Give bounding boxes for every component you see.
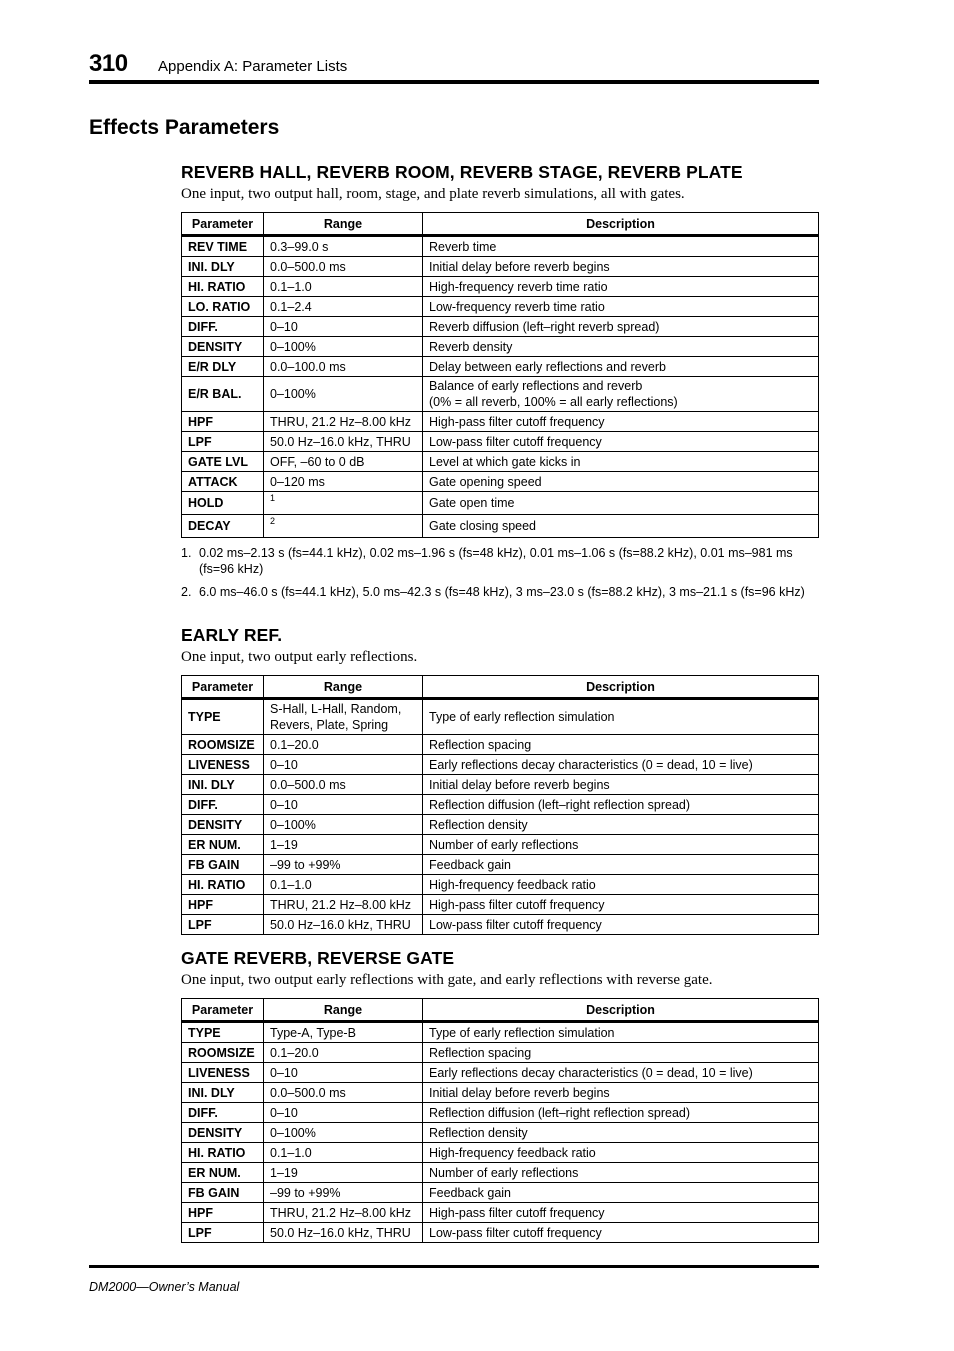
section-title: Effects Parameters <box>89 116 280 139</box>
range-cell <box>264 1063 423 1083</box>
range-cell <box>264 915 423 935</box>
range-cell <box>264 432 423 452</box>
description-text: Gate open time <box>429 496 515 510</box>
parameter-cell: REV TIME <box>182 236 264 257</box>
range-cell <box>264 1163 423 1183</box>
parameter-cell: E/R BAL. <box>182 377 264 412</box>
parameter-cell: HPF <box>182 895 264 915</box>
parameter-cell: INI. DLY <box>182 257 264 277</box>
description-text: Initial delay before reverb begins <box>429 259 610 274</box>
description-cell <box>423 1123 819 1143</box>
range-cell <box>264 377 423 412</box>
footnote <box>181 584 818 600</box>
table-row <box>182 699 819 735</box>
description-text: Reflection spacing <box>429 1045 532 1060</box>
table-row <box>182 1083 819 1103</box>
range-text: 0–10 <box>270 1065 298 1080</box>
description-cell <box>423 257 819 277</box>
col-header-description: Description <box>423 999 819 1022</box>
table-row <box>182 1022 819 1043</box>
parameter-cell: HPF <box>182 1203 264 1223</box>
reverb-intro: One input, two output hall, room, stage, and plate reverb simulations, all with gates. <box>181 186 685 202</box>
description-cell <box>423 1183 819 1203</box>
parameter-cell: LPF <box>182 915 264 935</box>
range-cell <box>264 855 423 875</box>
description-text: Type of early reflection simulation <box>429 710 615 724</box>
range-text: 0.3–99.0 s <box>270 239 329 254</box>
description-text: High-pass filter cutoff frequency <box>429 1205 605 1220</box>
description-cell <box>423 699 819 735</box>
parameter-cell: LIVENESS <box>182 1063 264 1083</box>
description-cell <box>423 795 819 815</box>
table-row <box>182 1183 819 1203</box>
parameter-cell: DIFF. <box>182 795 264 815</box>
range-cell <box>264 815 423 835</box>
parameter-cell: DENSITY <box>182 337 264 357</box>
parameter-cell: DIFF. <box>182 1103 264 1123</box>
range-text: 0–100% <box>270 1125 316 1140</box>
description-cell <box>423 1083 819 1103</box>
parameter-cell: HI. RATIO <box>182 1143 264 1163</box>
parameter-cell: DECAY <box>182 515 264 538</box>
parameter-cell: LO. RATIO <box>182 297 264 317</box>
description-cell <box>423 472 819 492</box>
table-row <box>182 875 819 895</box>
parameter-cell: FB GAIN <box>182 855 264 875</box>
parameter-cell: HOLD <box>182 492 264 515</box>
table-row <box>182 1103 819 1123</box>
col-header-range: Range <box>264 676 423 699</box>
early-ref-heading: EARLY REF. <box>181 625 283 645</box>
range-text: 0.1–1.0 <box>270 279 312 294</box>
description-cell <box>423 1163 819 1183</box>
range-cell <box>264 412 423 432</box>
table-row <box>182 755 819 775</box>
range-text: Type-A, Type-B <box>270 1025 356 1040</box>
footnote-ref: 1 <box>270 493 276 503</box>
range-text: 1–19 <box>270 1165 298 1180</box>
description-text: Reflection diffusion (left–right reflection spread) <box>429 797 691 812</box>
parameter-cell: HI. RATIO <box>182 277 264 297</box>
range-cell <box>264 1043 423 1063</box>
description-text: Early reflections decay characteristics (0 = dead, 10 = live) <box>429 757 753 772</box>
col-header-parameter: Parameter <box>182 676 264 699</box>
range-cell <box>264 357 423 377</box>
range-text: THRU, 21.2 Hz–8.00 kHz <box>270 414 412 429</box>
description-cell <box>423 1223 819 1243</box>
description-text: High-frequency reverb time ratio <box>429 279 608 294</box>
table-row <box>182 515 819 538</box>
table-row <box>182 257 819 277</box>
range-text: 0.0–500.0 ms <box>270 259 346 274</box>
parameter-cell: DIFF. <box>182 317 264 337</box>
parameter-cell: LPF <box>182 432 264 452</box>
description-text: High-frequency feedback ratio <box>429 877 596 892</box>
description-cell <box>423 1043 819 1063</box>
description-cell <box>423 412 819 432</box>
range-cell <box>264 1223 423 1243</box>
range-text: 0–100% <box>270 387 316 401</box>
description-text: Low-pass filter cutoff frequency <box>429 434 602 449</box>
table-row <box>182 1043 819 1063</box>
description-cell <box>423 1203 819 1223</box>
description-cell <box>423 317 819 337</box>
description-text: Balance of early reflections and reverb <box>429 379 643 393</box>
table-row <box>182 1063 819 1083</box>
range-text: 50.0 Hz–16.0 kHz, THRU <box>270 1225 411 1240</box>
description-cell <box>423 277 819 297</box>
col-header-range: Range <box>264 213 423 236</box>
table-row <box>182 1163 819 1183</box>
description-cell <box>423 755 819 775</box>
range-cell <box>264 755 423 775</box>
description-cell <box>423 236 819 257</box>
range-cell <box>264 452 423 472</box>
footer-text: DM2000—Owner’s Manual <box>89 1280 240 1294</box>
footnote-ref: 2 <box>270 516 276 526</box>
col-header-range: Range <box>264 999 423 1022</box>
description-text: Level at which gate kicks in <box>429 454 581 469</box>
description-cell <box>423 432 819 452</box>
description-text: Reflection diffusion (left–right reflection spread) <box>429 1105 691 1120</box>
range-cell <box>264 257 423 277</box>
range-text: OFF, –60 to 0 dB <box>270 454 365 469</box>
description-text: Reflection density <box>429 817 528 832</box>
table-row <box>182 775 819 795</box>
description-text: Reverb density <box>429 339 513 354</box>
description-cell <box>423 515 819 538</box>
range-cell <box>264 699 423 735</box>
table-row <box>182 1123 819 1143</box>
early-ref-table <box>181 675 819 935</box>
range-text: 50.0 Hz–16.0 kHz, THRU <box>270 917 411 932</box>
table-row <box>182 277 819 297</box>
parameter-cell: TYPE <box>182 1022 264 1043</box>
table-row <box>182 815 819 835</box>
range-cell <box>264 835 423 855</box>
footnote-number: 1. <box>181 546 192 560</box>
range-text: 0–10 <box>270 1105 298 1120</box>
range-text: 0–120 ms <box>270 474 325 489</box>
range-cell <box>264 277 423 297</box>
table-row <box>182 835 819 855</box>
reverb-footnotes <box>181 545 818 600</box>
range-text: 0–10 <box>270 757 298 772</box>
range-cell <box>264 735 423 755</box>
description-text: Type of early reflection simulation <box>429 1025 615 1040</box>
table-row <box>182 735 819 755</box>
range-cell <box>264 895 423 915</box>
parameter-cell: HPF <box>182 412 264 432</box>
description-text: Number of early reflections <box>429 1165 579 1180</box>
parameter-cell: DENSITY <box>182 815 264 835</box>
description-cell <box>423 337 819 357</box>
description-cell <box>423 735 819 755</box>
parameter-cell: LIVENESS <box>182 755 264 775</box>
parameter-cell: LPF <box>182 1223 264 1243</box>
range-cell <box>264 1203 423 1223</box>
table-row <box>182 492 819 515</box>
parameter-cell: ER NUM. <box>182 1163 264 1183</box>
range-text: 0–100% <box>270 339 316 354</box>
range-text-line2: Revers, Plate, Spring <box>270 718 389 732</box>
description-text-line2: (0% = all reverb, 100% = all early reflections) <box>429 395 678 409</box>
footnote-number: 2. <box>181 585 192 599</box>
footnote-text: 0.02 ms–2.13 s (fs=44.1 kHz), 0.02 ms–1.96 s (fs=48 kHz), 0.01 ms–1.06 s (fs=88.2 kHz), 0.01 ms–981 ms (fs=96 kHz) <box>199 546 793 576</box>
parameter-cell: ROOMSIZE <box>182 1043 264 1063</box>
table-row <box>182 357 819 377</box>
range-cell <box>264 317 423 337</box>
table-row <box>182 855 819 875</box>
range-text: S-Hall, L-Hall, Random, <box>270 702 402 716</box>
range-cell <box>264 1083 423 1103</box>
description-cell <box>423 357 819 377</box>
range-cell <box>264 472 423 492</box>
range-cell <box>264 297 423 317</box>
early-ref-intro: One input, two output early reflections. <box>181 649 418 665</box>
description-text: High-frequency feedback ratio <box>429 1145 596 1160</box>
parameter-cell: DENSITY <box>182 1123 264 1143</box>
range-text: 0.1–1.0 <box>270 1145 312 1160</box>
range-cell <box>264 236 423 257</box>
range-text: 50.0 Hz–16.0 kHz, THRU <box>270 434 411 449</box>
range-text: –99 to +99% <box>270 1185 341 1200</box>
range-cell <box>264 1103 423 1123</box>
range-text: 0.1–20.0 <box>270 737 319 752</box>
parameter-cell: INI. DLY <box>182 775 264 795</box>
page-number: 310 <box>89 50 128 77</box>
range-cell <box>264 1143 423 1163</box>
footer-rule <box>89 1265 819 1268</box>
table-row <box>182 1203 819 1223</box>
reverb-heading: REVERB HALL, REVERB ROOM, REVERB STAGE, REVERB PLATE <box>181 162 743 182</box>
description-cell <box>423 835 819 855</box>
description-text: Gate closing speed <box>429 519 537 533</box>
description-cell <box>423 1022 819 1043</box>
description-text: Feedback gain <box>429 1185 512 1200</box>
range-cell <box>264 875 423 895</box>
description-cell <box>423 297 819 317</box>
col-header-parameter: Parameter <box>182 999 264 1022</box>
description-text: High-pass filter cutoff frequency <box>429 414 605 429</box>
range-text: 0–100% <box>270 817 316 832</box>
description-text: High-pass filter cutoff frequency <box>429 897 605 912</box>
range-cell <box>264 337 423 357</box>
description-cell <box>423 895 819 915</box>
table-row <box>182 452 819 472</box>
description-text: Reflection density <box>429 1125 528 1140</box>
description-cell <box>423 1103 819 1123</box>
range-text: 0.1–2.4 <box>270 299 312 314</box>
range-cell <box>264 795 423 815</box>
table-row <box>182 337 819 357</box>
description-cell <box>423 492 819 515</box>
parameter-cell: HI. RATIO <box>182 875 264 895</box>
early-ref-section <box>181 624 818 935</box>
footnote-text: 6.0 ms–46.0 s (fs=44.1 kHz), 5.0 ms–42.3 s (fs=48 kHz), 3 ms–23.0 s (fs=88.2 kHz), 3 ms–21.1 s (fs=96 kHz) <box>199 585 805 599</box>
col-header-parameter: Parameter <box>182 213 264 236</box>
description-cell <box>423 452 819 472</box>
table-row <box>182 377 819 412</box>
range-text: 1–19 <box>270 837 298 852</box>
description-text: Reverb diffusion (left–right reverb spread) <box>429 319 660 334</box>
table-row <box>182 236 819 257</box>
gate-reverb-heading: GATE REVERB, REVERSE GATE <box>181 948 455 968</box>
description-text: Early reflections decay characteristics (0 = dead, 10 = live) <box>429 1065 753 1080</box>
parameter-cell: E/R DLY <box>182 357 264 377</box>
reverb-table <box>181 212 819 538</box>
parameter-cell: TYPE <box>182 699 264 735</box>
table-row <box>182 1143 819 1163</box>
header-title: Appendix A: Parameter Lists <box>158 58 348 75</box>
description-text: Feedback gain <box>429 857 512 872</box>
description-text: Delay between early reflections and reverb <box>429 359 666 374</box>
range-cell <box>264 1123 423 1143</box>
table-row <box>182 432 819 452</box>
range-cell <box>264 515 423 538</box>
col-header-description: Description <box>423 676 819 699</box>
description-cell <box>423 915 819 935</box>
description-cell <box>423 775 819 795</box>
parameter-cell: FB GAIN <box>182 1183 264 1203</box>
range-text: –99 to +99% <box>270 857 341 872</box>
table-row <box>182 1223 819 1243</box>
range-text: THRU, 21.2 Hz–8.00 kHz <box>270 1205 412 1220</box>
description-text: Gate opening speed <box>429 474 542 489</box>
range-cell <box>264 1022 423 1043</box>
range-cell <box>264 1183 423 1203</box>
table-row <box>182 915 819 935</box>
range-cell <box>264 775 423 795</box>
range-text: 0.0–100.0 ms <box>270 359 346 374</box>
range-text: THRU, 21.2 Hz–8.00 kHz <box>270 897 412 912</box>
description-cell <box>423 815 819 835</box>
description-cell <box>423 875 819 895</box>
footnote <box>181 545 818 577</box>
parameter-cell: ATTACK <box>182 472 264 492</box>
range-text: 0.0–500.0 ms <box>270 1085 346 1100</box>
reverb-section <box>181 161 818 607</box>
range-text: 0–10 <box>270 319 298 334</box>
table-row <box>182 297 819 317</box>
range-text: 0.0–500.0 ms <box>270 777 346 792</box>
description-cell <box>423 1063 819 1083</box>
description-text: Low-pass filter cutoff frequency <box>429 917 602 932</box>
parameter-cell: ROOMSIZE <box>182 735 264 755</box>
description-text: Reverb time <box>429 239 497 254</box>
description-cell <box>423 855 819 875</box>
table-row <box>182 895 819 915</box>
description-text: Reflection spacing <box>429 737 532 752</box>
description-cell <box>423 1143 819 1163</box>
gate-reverb-section <box>181 947 818 1243</box>
parameter-cell: ER NUM. <box>182 835 264 855</box>
table-row <box>182 472 819 492</box>
description-text: Low-frequency reverb time ratio <box>429 299 605 314</box>
gate-reverb-table <box>181 998 819 1243</box>
range-text: 0.1–1.0 <box>270 877 312 892</box>
description-text: Low-pass filter cutoff frequency <box>429 1225 602 1240</box>
description-text: Initial delay before reverb begins <box>429 1085 610 1100</box>
range-cell <box>264 492 423 515</box>
range-text: 0.1–20.0 <box>270 1045 319 1060</box>
col-header-description: Description <box>423 213 819 236</box>
description-cell <box>423 377 819 412</box>
description-text: Initial delay before reverb begins <box>429 777 610 792</box>
parameter-cell: INI. DLY <box>182 1083 264 1103</box>
table-row <box>182 412 819 432</box>
description-text: Number of early reflections <box>429 837 579 852</box>
table-row <box>182 317 819 337</box>
header-rule <box>89 80 819 84</box>
range-text: 0–10 <box>270 797 298 812</box>
parameter-cell: GATE LVL <box>182 452 264 472</box>
table-row <box>182 795 819 815</box>
gate-reverb-intro: One input, two output early reflections with gate, and early reflections with reverse gate. <box>181 972 713 988</box>
